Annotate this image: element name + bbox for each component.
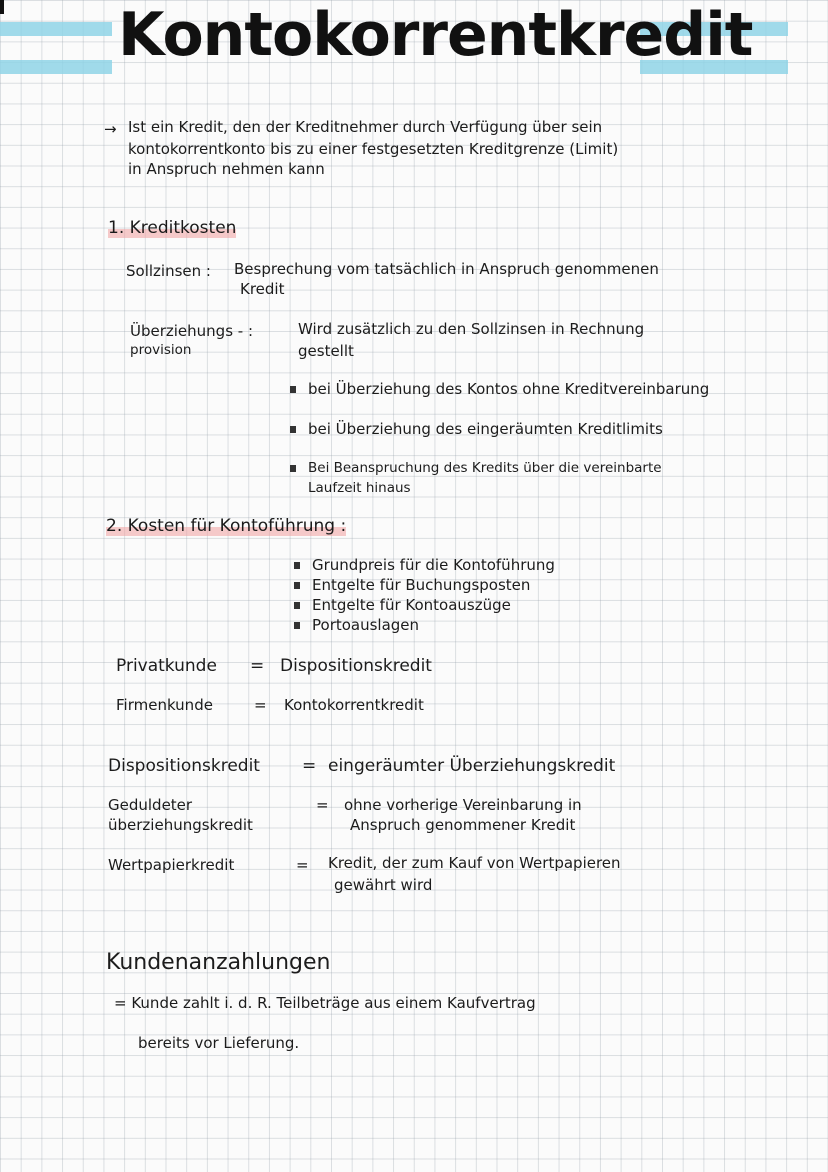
sollzinsen-desc-line-2: Kredit [240,280,285,298]
square-bullet-icon [294,582,300,589]
kontofuehrung-bullet-3 [294,596,511,614]
definition-line-1: Ist ein Kredit, den der Kreditnehmer durch Verfügung über sein [128,118,603,136]
privatkunde-label: Privatkunde [116,656,217,676]
wertpapierkredit-value-line-2: gewährt wird [334,876,433,894]
provision-bullet-3 [290,460,662,476]
ueberziehungsprovision-term-1: Überziehungs - : [130,322,254,340]
provision-bullet-1 [290,380,709,398]
firmenkunde-equals: = [254,696,267,714]
square-bullet-icon [290,426,296,433]
title-highlight-left-top [0,22,112,36]
definition-line-3: in Anspruch nehmen kann [128,160,325,178]
page-corner-mark [0,0,4,14]
provision-bullet-2-text: bei Überziehung des eingeräumten Kreditlimits [308,420,663,438]
title-highlight-left-bottom [0,60,112,74]
section-heading-kreditkosten [108,218,236,238]
wertpapierkredit-equals: = [296,856,309,874]
kundenanzahlungen-heading: Kundenanzahlungen [106,950,331,975]
privatkunde-value: Dispositionskredit [280,656,432,676]
geduldeter-value-line-1: ohne vorherige Vereinbarung in [344,796,582,814]
dispositionskredit-value: eingeräumter Überziehungskredit [328,756,616,776]
sollzinsen-desc-line-1: Besprechung vom tatsächlich in Anspruch genommenen [234,260,659,278]
ueberziehungsprovision-desc-line-1: Wird zusätzlich zu den Sollzinsen in Rechnung [298,320,645,338]
wertpapierkredit-value-line-1: Kredit, der zum Kauf von Wertpapieren [328,854,621,872]
kontofuehrung-bullet-1-text: Grundpreis für die Kontoführung [312,556,555,574]
kontofuehrung-bullet-2-text: Entgelte für Buchungsposten [312,576,531,594]
provision-bullet-2 [290,420,663,438]
firmenkunde-value: Kontokorrentkredit [284,696,424,714]
kontofuehrung-bullet-1 [294,556,555,574]
provision-bullet-1-text: bei Überziehung des Kontos ohne Kreditvereinbarung [308,380,710,398]
square-bullet-icon [294,602,300,609]
ueberziehungsprovision-term-2: provision [130,342,192,358]
dispositionskredit-label: Dispositionskredit [108,756,260,776]
geduldeter-equals: = [316,796,329,814]
kundenanzahlungen-line-1: = Kunde zahlt i. d. R. Teilbeträge aus einem Kaufvertrag [114,994,536,1012]
wertpapierkredit-label: Wertpapierkredit [108,856,235,874]
section-heading-text: 1. Kreditkosten [108,218,237,238]
privatkunde-equals: = [250,656,265,676]
square-bullet-icon [290,386,296,393]
provision-bullet-3-line-2: Laufzeit hinaus [308,480,411,496]
sollzinsen-term: Sollzinsen : [126,262,211,280]
kontofuehrung-bullet-4 [294,616,419,634]
kontofuehrung-bullet-3-text: Entgelte für Kontoauszüge [312,596,511,614]
kontofuehrung-bullet-4-text: Portoauslagen [312,616,420,634]
square-bullet-icon [290,465,296,472]
page-title: Kontokorrentkredit [118,0,753,70]
kundenanzahlungen-line-2: bereits vor Lieferung. [138,1034,300,1052]
provision-bullet-3-text: Bei Beanspruchung des Kredits über die vereinbarte [308,460,662,476]
ueberziehungsprovision-desc-line-2: gestellt [298,342,354,360]
firmenkunde-label: Firmenkunde [116,696,213,714]
dispositionskredit-equals: = [302,756,317,776]
section-heading-text: 2. Kosten für Kontoführung : [106,516,347,536]
square-bullet-icon [294,562,300,569]
arrow-icon: → [104,120,117,138]
definition-line-2: kontokorrentkonto bis zu einer festgesetzten Kreditgrenze (Limit) [128,140,619,158]
geduldeter-label-line-2: überziehungskredit [108,816,253,834]
section-heading-kontofuehrung [106,516,346,536]
geduldeter-label-line-1: Geduldeter [108,796,193,814]
kontofuehrung-bullet-2 [294,576,530,594]
square-bullet-icon [294,622,300,629]
geduldeter-value-line-2: Anspruch genommener Kredit [350,816,576,834]
